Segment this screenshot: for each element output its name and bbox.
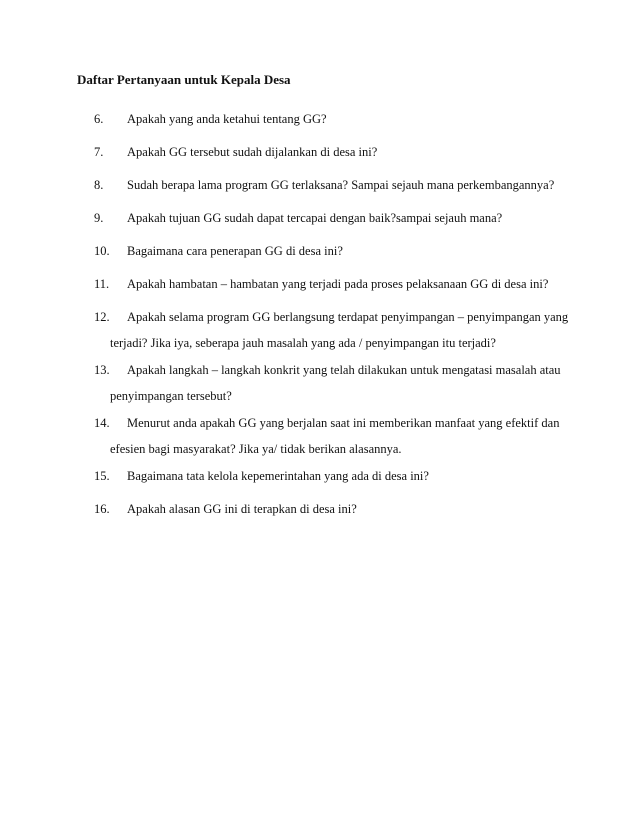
question-number: 13. — [94, 363, 110, 377]
question-text: Apakah selama program GG berlangsung terdapat penyimpangan – penyimpangan yang terjadi? Jika iya, seberapa jauh masalah yang ada / penyimpangan itu terjadi? — [110, 310, 569, 350]
question-text: Menurut anda apakah GG yang berjalan saat ini memberikan manfaat yang efektif dan efesien bagi masyarakat? Jika ya/ tidak berikan alasannya. — [110, 416, 560, 456]
document-title: Daftar Pertanyaan untuk Kepala Desa — [77, 72, 291, 87]
question-number: 9. — [94, 211, 104, 225]
question-number: 16. — [94, 502, 110, 516]
question-text: Bagaimana tata kelola kepemerintahan yang ada di desa ini? — [127, 469, 429, 483]
question-text: Sudah berapa lama program GG terlaksana? Sampai sejauh mana perkembangannya? — [127, 178, 555, 192]
question-number: 11. — [94, 277, 110, 291]
question-number: 15. — [94, 469, 110, 483]
question-text: Apakah tujuan GG sudah dapat tercapai dengan baik?sampai sejauh mana? — [127, 211, 503, 225]
question-text: Apakah hambatan – hambatan yang terjadi pada proses pelaksanaan GG di desa ini? — [127, 277, 549, 291]
question-text: Apakah GG tersebut sudah dijalankan di desa ini? — [127, 145, 378, 159]
question-number: 14. — [94, 416, 110, 430]
question-text: Bagaimana cara penerapan GG di desa ini? — [127, 244, 343, 258]
question-text: Apakah langkah – langkah konkrit yang telah dilakukan untuk mengatasi masalah atau penyimpangan tersebut? — [110, 363, 561, 403]
question-number: 10. — [94, 244, 110, 258]
question-text: Apakah alasan GG ini di terapkan di desa ini? — [127, 502, 357, 516]
question-number: 12. — [94, 310, 110, 324]
question-number: 8. — [94, 178, 104, 192]
question-number: 6. — [94, 112, 104, 126]
question-text: Apakah yang anda ketahui tentang GG? — [127, 112, 327, 126]
question-number: 7. — [94, 145, 104, 159]
